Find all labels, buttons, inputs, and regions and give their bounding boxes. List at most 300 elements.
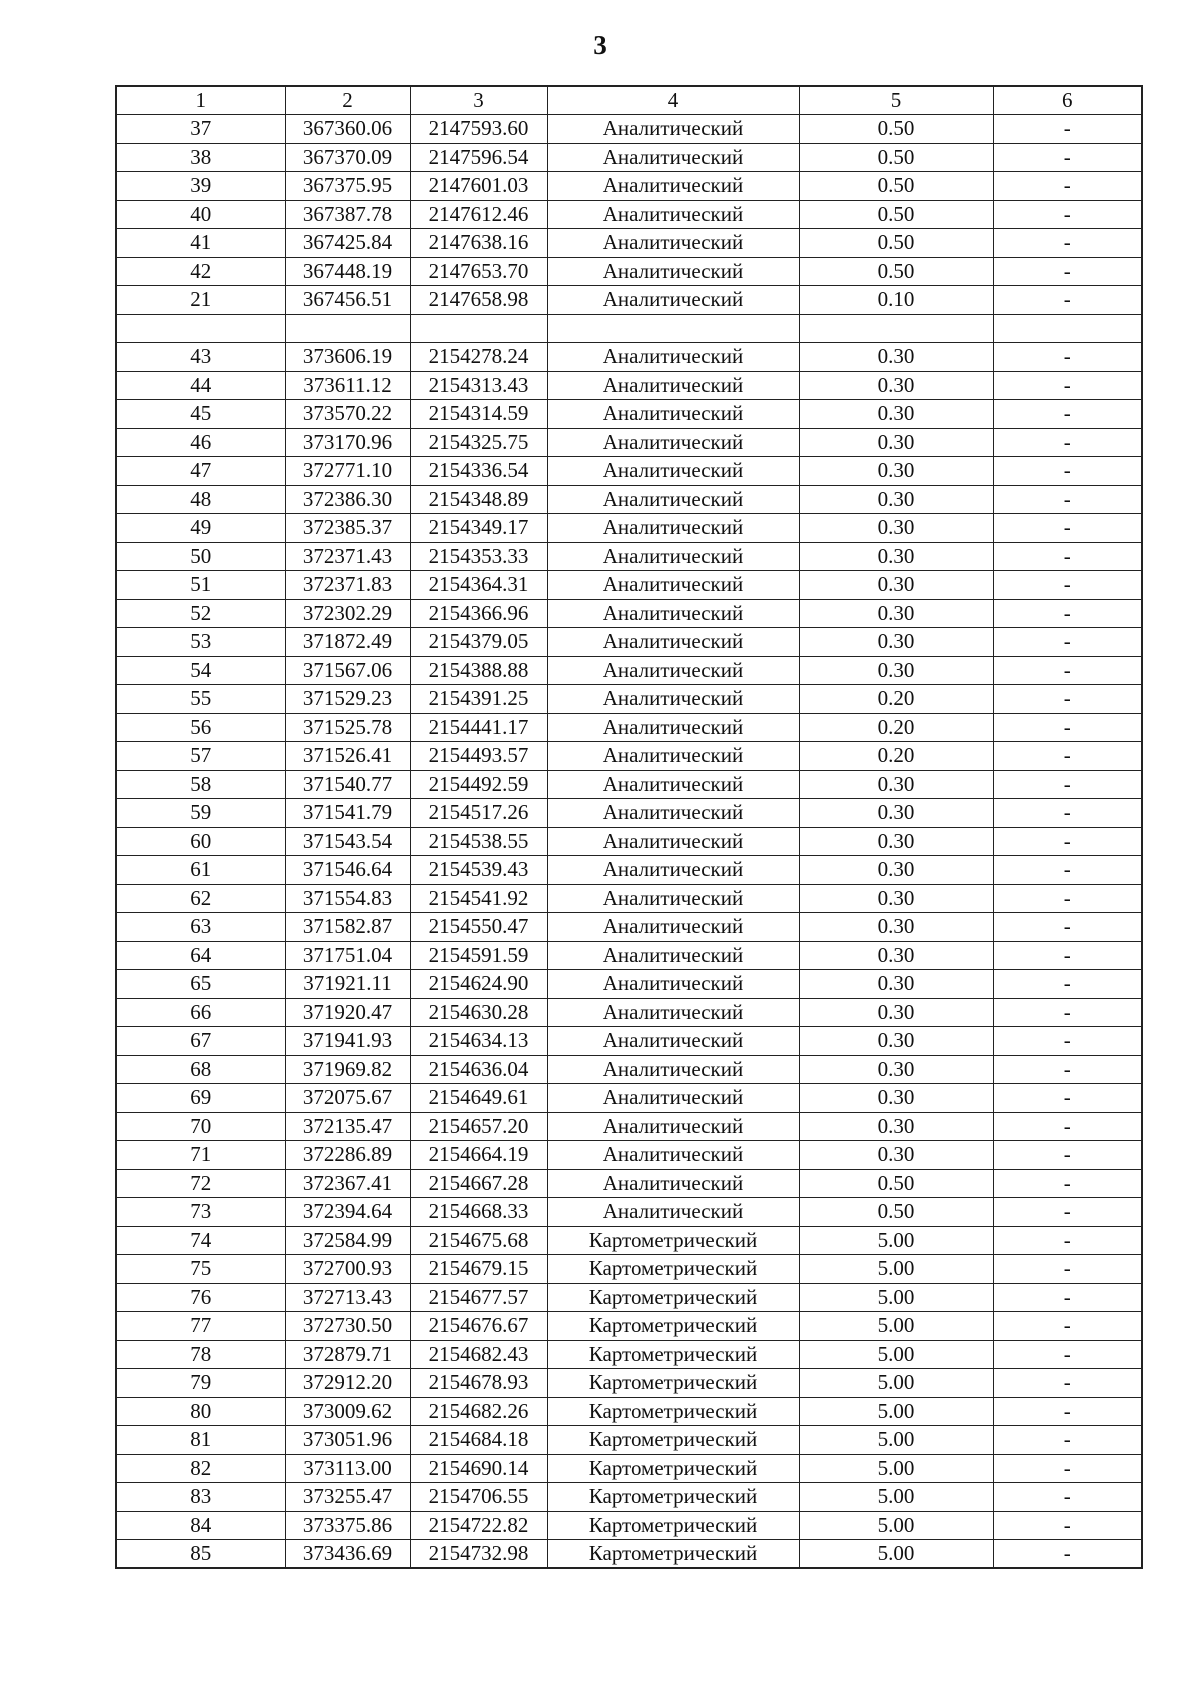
x-coordinate-cell: 372879.71	[285, 1340, 410, 1369]
table-row	[116, 514, 1142, 543]
table-row	[116, 286, 1142, 315]
method-cell: Аналитический	[547, 599, 799, 628]
note-cell: -	[993, 1397, 1142, 1426]
column-header: 2	[285, 86, 410, 115]
y-coordinate-cell: 2154325.75	[410, 428, 547, 457]
accuracy-cell: 0.50	[799, 143, 993, 172]
method-cell: Аналитический	[547, 343, 799, 372]
x-coordinate-cell: 372302.29	[285, 599, 410, 628]
note-cell: -	[993, 913, 1142, 942]
accuracy-cell: 0.30	[799, 400, 993, 429]
point-number-cell: 76	[116, 1283, 285, 1312]
note-cell: -	[993, 770, 1142, 799]
x-coordinate-cell: 372394.64	[285, 1198, 410, 1227]
point-number-cell: 38	[116, 143, 285, 172]
y-coordinate-cell: 2154682.26	[410, 1397, 547, 1426]
accuracy-cell: 0.20	[799, 685, 993, 714]
note-cell: -	[993, 656, 1142, 685]
method-cell: Аналитический	[547, 856, 799, 885]
y-coordinate-cell: 2154591.59	[410, 941, 547, 970]
y-coordinate-cell: 2154690.14	[410, 1454, 547, 1483]
x-coordinate-cell: 371543.54	[285, 827, 410, 856]
accuracy-cell: 0.30	[799, 428, 993, 457]
x-coordinate-cell: 373375.86	[285, 1511, 410, 1540]
x-coordinate-cell: 371567.06	[285, 656, 410, 685]
point-number-cell: 71	[116, 1141, 285, 1170]
column-header: 5	[799, 86, 993, 115]
y-coordinate-cell: 2147601.03	[410, 172, 547, 201]
method-cell: Аналитический	[547, 485, 799, 514]
x-coordinate-cell: 371872.49	[285, 628, 410, 657]
accuracy-cell: 5.00	[799, 1540, 993, 1569]
note-cell: -	[993, 485, 1142, 514]
table-row	[116, 257, 1142, 286]
point-number-cell: 56	[116, 713, 285, 742]
method-cell: Аналитический	[547, 770, 799, 799]
method-cell: Картометрический	[547, 1540, 799, 1569]
x-coordinate-cell: 372912.20	[285, 1369, 410, 1398]
x-coordinate-cell: 373570.22	[285, 400, 410, 429]
note-cell: -	[993, 1169, 1142, 1198]
table-row	[116, 1112, 1142, 1141]
accuracy-cell: 0.50	[799, 115, 993, 144]
y-coordinate-cell: 2154668.33	[410, 1198, 547, 1227]
x-coordinate-cell: 372385.37	[285, 514, 410, 543]
method-cell: Аналитический	[547, 400, 799, 429]
method-cell: Картометрический	[547, 1426, 799, 1455]
y-coordinate-cell: 2154391.25	[410, 685, 547, 714]
point-number-cell: 46	[116, 428, 285, 457]
point-number-cell: 69	[116, 1084, 285, 1113]
accuracy-cell: 0.50	[799, 257, 993, 286]
point-number-cell: 74	[116, 1226, 285, 1255]
y-coordinate-cell: 2154682.43	[410, 1340, 547, 1369]
y-coordinate-cell: 2154677.57	[410, 1283, 547, 1312]
x-coordinate-cell: 367370.09	[285, 143, 410, 172]
point-number-cell: 72	[116, 1169, 285, 1198]
y-coordinate-cell: 2154336.54	[410, 457, 547, 486]
x-coordinate-cell: 373170.96	[285, 428, 410, 457]
table-row	[116, 1198, 1142, 1227]
accuracy-cell: 5.00	[799, 1426, 993, 1455]
accuracy-cell: 0.30	[799, 457, 993, 486]
accuracy-cell: 0.50	[799, 1169, 993, 1198]
note-cell: -	[993, 599, 1142, 628]
point-number-cell: 53	[116, 628, 285, 657]
accuracy-cell: 0.30	[799, 998, 993, 1027]
method-cell: Аналитический	[547, 656, 799, 685]
y-coordinate-cell: 2154684.18	[410, 1426, 547, 1455]
note-cell: -	[993, 1511, 1142, 1540]
note-cell: -	[993, 286, 1142, 315]
x-coordinate-cell: 372135.47	[285, 1112, 410, 1141]
table-row	[116, 457, 1142, 486]
y-coordinate-cell: 2147658.98	[410, 286, 547, 315]
note-cell: -	[993, 799, 1142, 828]
x-coordinate-cell: 373436.69	[285, 1540, 410, 1569]
method-cell: Аналитический	[547, 286, 799, 315]
method-cell: Аналитический	[547, 998, 799, 1027]
x-coordinate-cell: 371582.87	[285, 913, 410, 942]
note-cell: -	[993, 1454, 1142, 1483]
table-row	[116, 1369, 1142, 1398]
point-number-cell: 82	[116, 1454, 285, 1483]
y-coordinate-cell: 2154388.88	[410, 656, 547, 685]
accuracy-cell: 0.50	[799, 172, 993, 201]
note-cell: -	[993, 970, 1142, 999]
point-number-cell: 64	[116, 941, 285, 970]
method-cell: Картометрический	[547, 1511, 799, 1540]
point-number-cell: 21	[116, 286, 285, 315]
x-coordinate-cell: 372713.43	[285, 1283, 410, 1312]
x-coordinate-cell: 371920.47	[285, 998, 410, 1027]
note-cell: -	[993, 713, 1142, 742]
note-cell: -	[993, 571, 1142, 600]
x-coordinate-cell: 371540.77	[285, 770, 410, 799]
x-coordinate-cell: 371969.82	[285, 1055, 410, 1084]
point-number-cell: 61	[116, 856, 285, 885]
y-coordinate-cell: 2154676.67	[410, 1312, 547, 1341]
accuracy-cell: 5.00	[799, 1340, 993, 1369]
y-coordinate-cell: 2154348.89	[410, 485, 547, 514]
x-coordinate-cell: 367360.06	[285, 115, 410, 144]
y-coordinate-cell: 2154630.28	[410, 998, 547, 1027]
note-cell: -	[993, 542, 1142, 571]
y-coordinate-cell: 2154675.68	[410, 1226, 547, 1255]
note-cell: -	[993, 1426, 1142, 1455]
accuracy-cell: 0.50	[799, 229, 993, 258]
point-number-cell: 48	[116, 485, 285, 514]
method-cell: Картометрический	[547, 1369, 799, 1398]
accuracy-cell: 0.30	[799, 1141, 993, 1170]
accuracy-cell: 0.20	[799, 713, 993, 742]
y-coordinate-cell: 2154517.26	[410, 799, 547, 828]
x-coordinate-cell: 371546.64	[285, 856, 410, 885]
note-cell: -	[993, 941, 1142, 970]
point-number-cell: 41	[116, 229, 285, 258]
method-cell: Аналитический	[547, 1141, 799, 1170]
note-cell: -	[993, 1055, 1142, 1084]
point-number-cell: 54	[116, 656, 285, 685]
point-number-cell: 57	[116, 742, 285, 771]
table-row	[116, 1255, 1142, 1284]
table-row	[116, 542, 1142, 571]
y-coordinate-cell: 2154441.17	[410, 713, 547, 742]
column-header: 6	[993, 86, 1142, 115]
table-row	[116, 1055, 1142, 1084]
method-cell: Аналитический	[547, 200, 799, 229]
accuracy-cell: 5.00	[799, 1369, 993, 1398]
note-cell: -	[993, 1198, 1142, 1227]
note-cell: -	[993, 343, 1142, 372]
point-number-cell: 60	[116, 827, 285, 856]
table-row	[116, 799, 1142, 828]
table-row	[116, 998, 1142, 1027]
accuracy-cell: 0.20	[799, 742, 993, 771]
y-coordinate-cell: 2154278.24	[410, 343, 547, 372]
table-row	[116, 1084, 1142, 1113]
column-header: 1	[116, 86, 285, 115]
note-cell: -	[993, 457, 1142, 486]
table-row	[116, 200, 1142, 229]
note-cell: -	[993, 200, 1142, 229]
table-row	[116, 884, 1142, 913]
method-cell: Аналитический	[547, 1055, 799, 1084]
x-coordinate-cell: 367425.84	[285, 229, 410, 258]
point-number-cell: 45	[116, 400, 285, 429]
method-cell: Аналитический	[547, 913, 799, 942]
method-cell: Аналитический	[547, 371, 799, 400]
point-number-cell: 70	[116, 1112, 285, 1141]
x-coordinate-cell: 372730.50	[285, 1312, 410, 1341]
point-number-cell: 83	[116, 1483, 285, 1512]
point-number-cell: 50	[116, 542, 285, 571]
y-coordinate-cell: 2154678.93	[410, 1369, 547, 1398]
method-cell: Картометрический	[547, 1226, 799, 1255]
method-cell: Аналитический	[547, 1169, 799, 1198]
method-cell: Аналитический	[547, 229, 799, 258]
table-row	[116, 1483, 1142, 1512]
note-cell: -	[993, 1483, 1142, 1512]
note-cell: -	[993, 1084, 1142, 1113]
table-row	[116, 400, 1142, 429]
y-coordinate-cell: 2154732.98	[410, 1540, 547, 1569]
point-number-cell: 42	[116, 257, 285, 286]
point-number-cell: 65	[116, 970, 285, 999]
point-number-cell: 68	[116, 1055, 285, 1084]
x-coordinate-cell: 372371.83	[285, 571, 410, 600]
method-cell: Аналитический	[547, 1084, 799, 1113]
accuracy-cell: 0.30	[799, 1027, 993, 1056]
point-number-cell: 73	[116, 1198, 285, 1227]
y-coordinate-cell: 2154722.82	[410, 1511, 547, 1540]
accuracy-cell: 0.50	[799, 200, 993, 229]
accuracy-cell: 0.30	[799, 542, 993, 571]
table-row	[116, 1397, 1142, 1426]
accuracy-cell: 5.00	[799, 1226, 993, 1255]
accuracy-cell: 0.30	[799, 1055, 993, 1084]
point-number-cell: 63	[116, 913, 285, 942]
method-cell: Картометрический	[547, 1483, 799, 1512]
y-coordinate-cell: 2154664.19	[410, 1141, 547, 1170]
point-number-cell: 55	[116, 685, 285, 714]
table-body	[116, 115, 1142, 1569]
table-row	[116, 685, 1142, 714]
table-row	[116, 485, 1142, 514]
y-coordinate-cell: 2154657.20	[410, 1112, 547, 1141]
point-number-cell: 80	[116, 1397, 285, 1426]
point-number-cell: 79	[116, 1369, 285, 1398]
table-row	[116, 229, 1142, 258]
point-number-cell: 81	[116, 1426, 285, 1455]
accuracy-cell: 0.30	[799, 827, 993, 856]
note-cell: -	[993, 1226, 1142, 1255]
note-cell: -	[993, 1340, 1142, 1369]
table-row	[116, 827, 1142, 856]
y-coordinate-cell: 2154349.17	[410, 514, 547, 543]
accuracy-cell: 0.30	[799, 571, 993, 600]
accuracy-cell: 0.50	[799, 1198, 993, 1227]
accuracy-cell: 0.30	[799, 799, 993, 828]
method-cell: Аналитический	[547, 1112, 799, 1141]
method-cell: Аналитический	[547, 628, 799, 657]
x-coordinate-cell: 372771.10	[285, 457, 410, 486]
accuracy-cell: 0.30	[799, 514, 993, 543]
method-cell: Картометрический	[547, 1312, 799, 1341]
table-row	[116, 913, 1142, 942]
accuracy-cell: 5.00	[799, 1255, 993, 1284]
y-coordinate-cell: 2147653.70	[410, 257, 547, 286]
x-coordinate-cell: 367375.95	[285, 172, 410, 201]
x-coordinate-cell: 372367.41	[285, 1169, 410, 1198]
note-cell: -	[993, 856, 1142, 885]
table-row	[116, 1426, 1142, 1455]
y-coordinate-cell: 2154541.92	[410, 884, 547, 913]
note-cell: -	[993, 1027, 1142, 1056]
table-row	[116, 1027, 1142, 1056]
accuracy-cell: 0.30	[799, 343, 993, 372]
table-row	[116, 856, 1142, 885]
page-number: 3	[593, 30, 607, 60]
accuracy-cell: 0.10	[799, 286, 993, 315]
table-row	[116, 1454, 1142, 1483]
column-header: 3	[410, 86, 547, 115]
table-row	[116, 1141, 1142, 1170]
x-coordinate-cell: 373113.00	[285, 1454, 410, 1483]
method-cell: Аналитический	[547, 970, 799, 999]
method-cell: Картометрический	[547, 1283, 799, 1312]
method-cell: Аналитический	[547, 1027, 799, 1056]
x-coordinate-cell: 372386.30	[285, 485, 410, 514]
x-coordinate-cell: 372371.43	[285, 542, 410, 571]
x-coordinate-cell: 372075.67	[285, 1084, 410, 1113]
note-cell: -	[993, 115, 1142, 144]
method-cell: Аналитический	[547, 685, 799, 714]
y-coordinate-cell: 2154379.05	[410, 628, 547, 657]
note-cell: -	[993, 685, 1142, 714]
x-coordinate-cell: 371554.83	[285, 884, 410, 913]
accuracy-cell: 5.00	[799, 1312, 993, 1341]
x-coordinate-cell: 373009.62	[285, 1397, 410, 1426]
accuracy-cell: 0.30	[799, 599, 993, 628]
accuracy-cell: 0.30	[799, 656, 993, 685]
table-row	[116, 599, 1142, 628]
x-coordinate-cell: 371751.04	[285, 941, 410, 970]
note-cell: -	[993, 1283, 1142, 1312]
note-cell: -	[993, 257, 1142, 286]
method-cell: Аналитический	[547, 742, 799, 771]
y-coordinate-cell: 2154314.59	[410, 400, 547, 429]
table-row	[116, 172, 1142, 201]
note-cell	[993, 314, 1142, 343]
method-cell	[547, 314, 799, 343]
point-number-cell: 75	[116, 1255, 285, 1284]
y-coordinate-cell: 2154492.59	[410, 770, 547, 799]
note-cell: -	[993, 428, 1142, 457]
table-row	[116, 1169, 1142, 1198]
method-cell: Аналитический	[547, 827, 799, 856]
table-header-row	[116, 86, 1142, 115]
note-cell: -	[993, 884, 1142, 913]
accuracy-cell: 0.30	[799, 770, 993, 799]
note-cell: -	[993, 827, 1142, 856]
note-cell: -	[993, 400, 1142, 429]
point-number-cell: 44	[116, 371, 285, 400]
method-cell: Картометрический	[547, 1255, 799, 1284]
note-cell: -	[993, 998, 1142, 1027]
method-cell: Аналитический	[547, 143, 799, 172]
table-row	[116, 1540, 1142, 1569]
x-coordinate-cell: 373611.12	[285, 371, 410, 400]
x-coordinate-cell: 372584.99	[285, 1226, 410, 1255]
point-number-cell: 49	[116, 514, 285, 543]
y-coordinate-cell: 2154649.61	[410, 1084, 547, 1113]
y-coordinate-cell: 2147638.16	[410, 229, 547, 258]
y-coordinate-cell: 2154353.33	[410, 542, 547, 571]
x-coordinate-cell: 371526.41	[285, 742, 410, 771]
note-cell: -	[993, 628, 1142, 657]
method-cell: Картометрический	[547, 1397, 799, 1426]
table-row	[116, 941, 1142, 970]
point-number-cell: 47	[116, 457, 285, 486]
point-number-cell: 78	[116, 1340, 285, 1369]
table-row	[116, 713, 1142, 742]
point-number-cell: 77	[116, 1312, 285, 1341]
y-coordinate-cell: 2154313.43	[410, 371, 547, 400]
note-cell: -	[993, 742, 1142, 771]
y-coordinate-cell: 2154366.96	[410, 599, 547, 628]
method-cell: Аналитический	[547, 514, 799, 543]
note-cell: -	[993, 1112, 1142, 1141]
method-cell: Аналитический	[547, 713, 799, 742]
x-coordinate-cell: 367448.19	[285, 257, 410, 286]
y-coordinate-cell: 2154539.43	[410, 856, 547, 885]
note-cell: -	[993, 1312, 1142, 1341]
point-number-cell: 39	[116, 172, 285, 201]
method-cell: Аналитический	[547, 884, 799, 913]
y-coordinate-cell: 2154634.13	[410, 1027, 547, 1056]
y-coordinate-cell: 2154538.55	[410, 827, 547, 856]
point-number-cell: 43	[116, 343, 285, 372]
y-coordinate-cell: 2147593.60	[410, 115, 547, 144]
y-coordinate-cell: 2154636.04	[410, 1055, 547, 1084]
accuracy-cell: 0.30	[799, 913, 993, 942]
point-number-cell: 37	[116, 115, 285, 144]
x-coordinate-cell: 373606.19	[285, 343, 410, 372]
x-coordinate-cell: 373051.96	[285, 1426, 410, 1455]
accuracy-cell: 0.30	[799, 856, 993, 885]
point-number-cell: 51	[116, 571, 285, 600]
method-cell: Картометрический	[547, 1340, 799, 1369]
table-row	[116, 115, 1142, 144]
accuracy-cell: 5.00	[799, 1511, 993, 1540]
point-number-cell: 59	[116, 799, 285, 828]
point-number-cell: 84	[116, 1511, 285, 1540]
table-row	[116, 371, 1142, 400]
accuracy-cell: 0.30	[799, 371, 993, 400]
accuracy-cell: 0.30	[799, 1112, 993, 1141]
point-number-cell	[116, 314, 285, 343]
note-cell: -	[993, 143, 1142, 172]
method-cell: Аналитический	[547, 457, 799, 486]
accuracy-cell: 0.30	[799, 970, 993, 999]
method-cell: Аналитический	[547, 571, 799, 600]
x-coordinate-cell: 371529.23	[285, 685, 410, 714]
method-cell: Аналитический	[547, 941, 799, 970]
column-header: 4	[547, 86, 799, 115]
note-cell: -	[993, 229, 1142, 258]
x-coordinate-cell: 371921.11	[285, 970, 410, 999]
